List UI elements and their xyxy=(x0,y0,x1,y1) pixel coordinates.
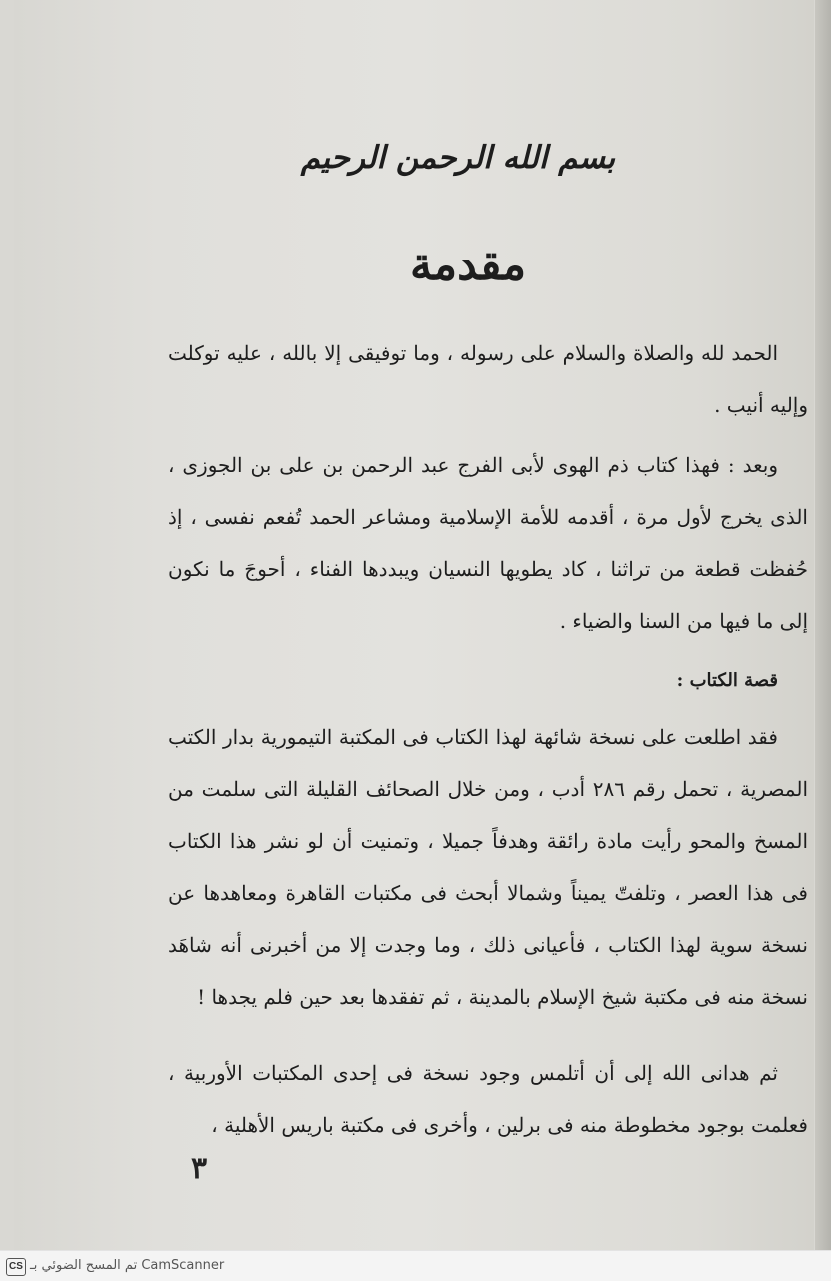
section-heading-book-story: قصة الكتاب : xyxy=(676,670,778,691)
paragraph-praise: الحمد لله والصلاة والسلام على رسوله ، وما توفيقى إلا بالله ، عليه توكلت وإليه أنيب . xyxy=(168,341,808,417)
page-edge-shadow xyxy=(815,0,831,1250)
paragraph-introduction: وبعد : فهذا كتاب ذم الهوى لأبى الفرج عبد الرحمن بن على بن الجوزى ، الذى يخرج لأول مرة ، أقدمه للأمة الإسلامية ومشاعر الحمد تُفعم نفسى ، إذ حُفظت قطعة من تراثنا ، كاد يطويها النسيان ويبددها الفناء ، أحوجَ ما نكون إلى ما فيها من السنا والضياء . xyxy=(168,453,808,633)
paragraph-manuscripts: ثم هدانى الله إلى أن أتلمس وجود نسخة فى إحدى المكتبات الأوربية ، فعلمت بوجود مخطوطة منه فى برلين ، وأخرى فى مكتبة باريس الأهلية ، xyxy=(168,1061,808,1137)
paragraph-book-story: فقد اطلعت على نسخة شائهة لهذا الكتاب فى المكتبة التيمورية بدار الكتب المصرية ، تحمل رقم ٢٨٦ أدب ، ومن خلال الصحائف القليلة التى سلمت من المسخ والمحو رأيت مادة رائقة وهدفاً جميلا ، وتمنيت أن لو نشر هذا الكتاب فى هذا العصر ، وتلفتّ يميناً وشمالا أبحث فى مكتبات القاهرة ومعاهدها عن نسخة سوية لهذا الكتاب ، فأعيانى ذلك ، وما وجدت إلا من أخبرنى أنه شاهَد نسخة منه فى مكتبة شيخ الإسلام بالمدينة ، ثم تفقدها بعد حين فلم يجدها ! xyxy=(168,725,808,1009)
basmala-heading: بسم الله الرحمن الرحيم xyxy=(300,140,616,176)
scanner-footer xyxy=(0,1250,831,1281)
page-title: مقدمة xyxy=(409,239,527,290)
scanner-watermark-text: تم المسح الضوئي بـ CamScanner xyxy=(30,1258,225,1273)
camscanner-logo-icon: CS xyxy=(6,1258,26,1276)
page-text-block xyxy=(168,138,808,1151)
page-number: ٣ xyxy=(191,1151,208,1186)
